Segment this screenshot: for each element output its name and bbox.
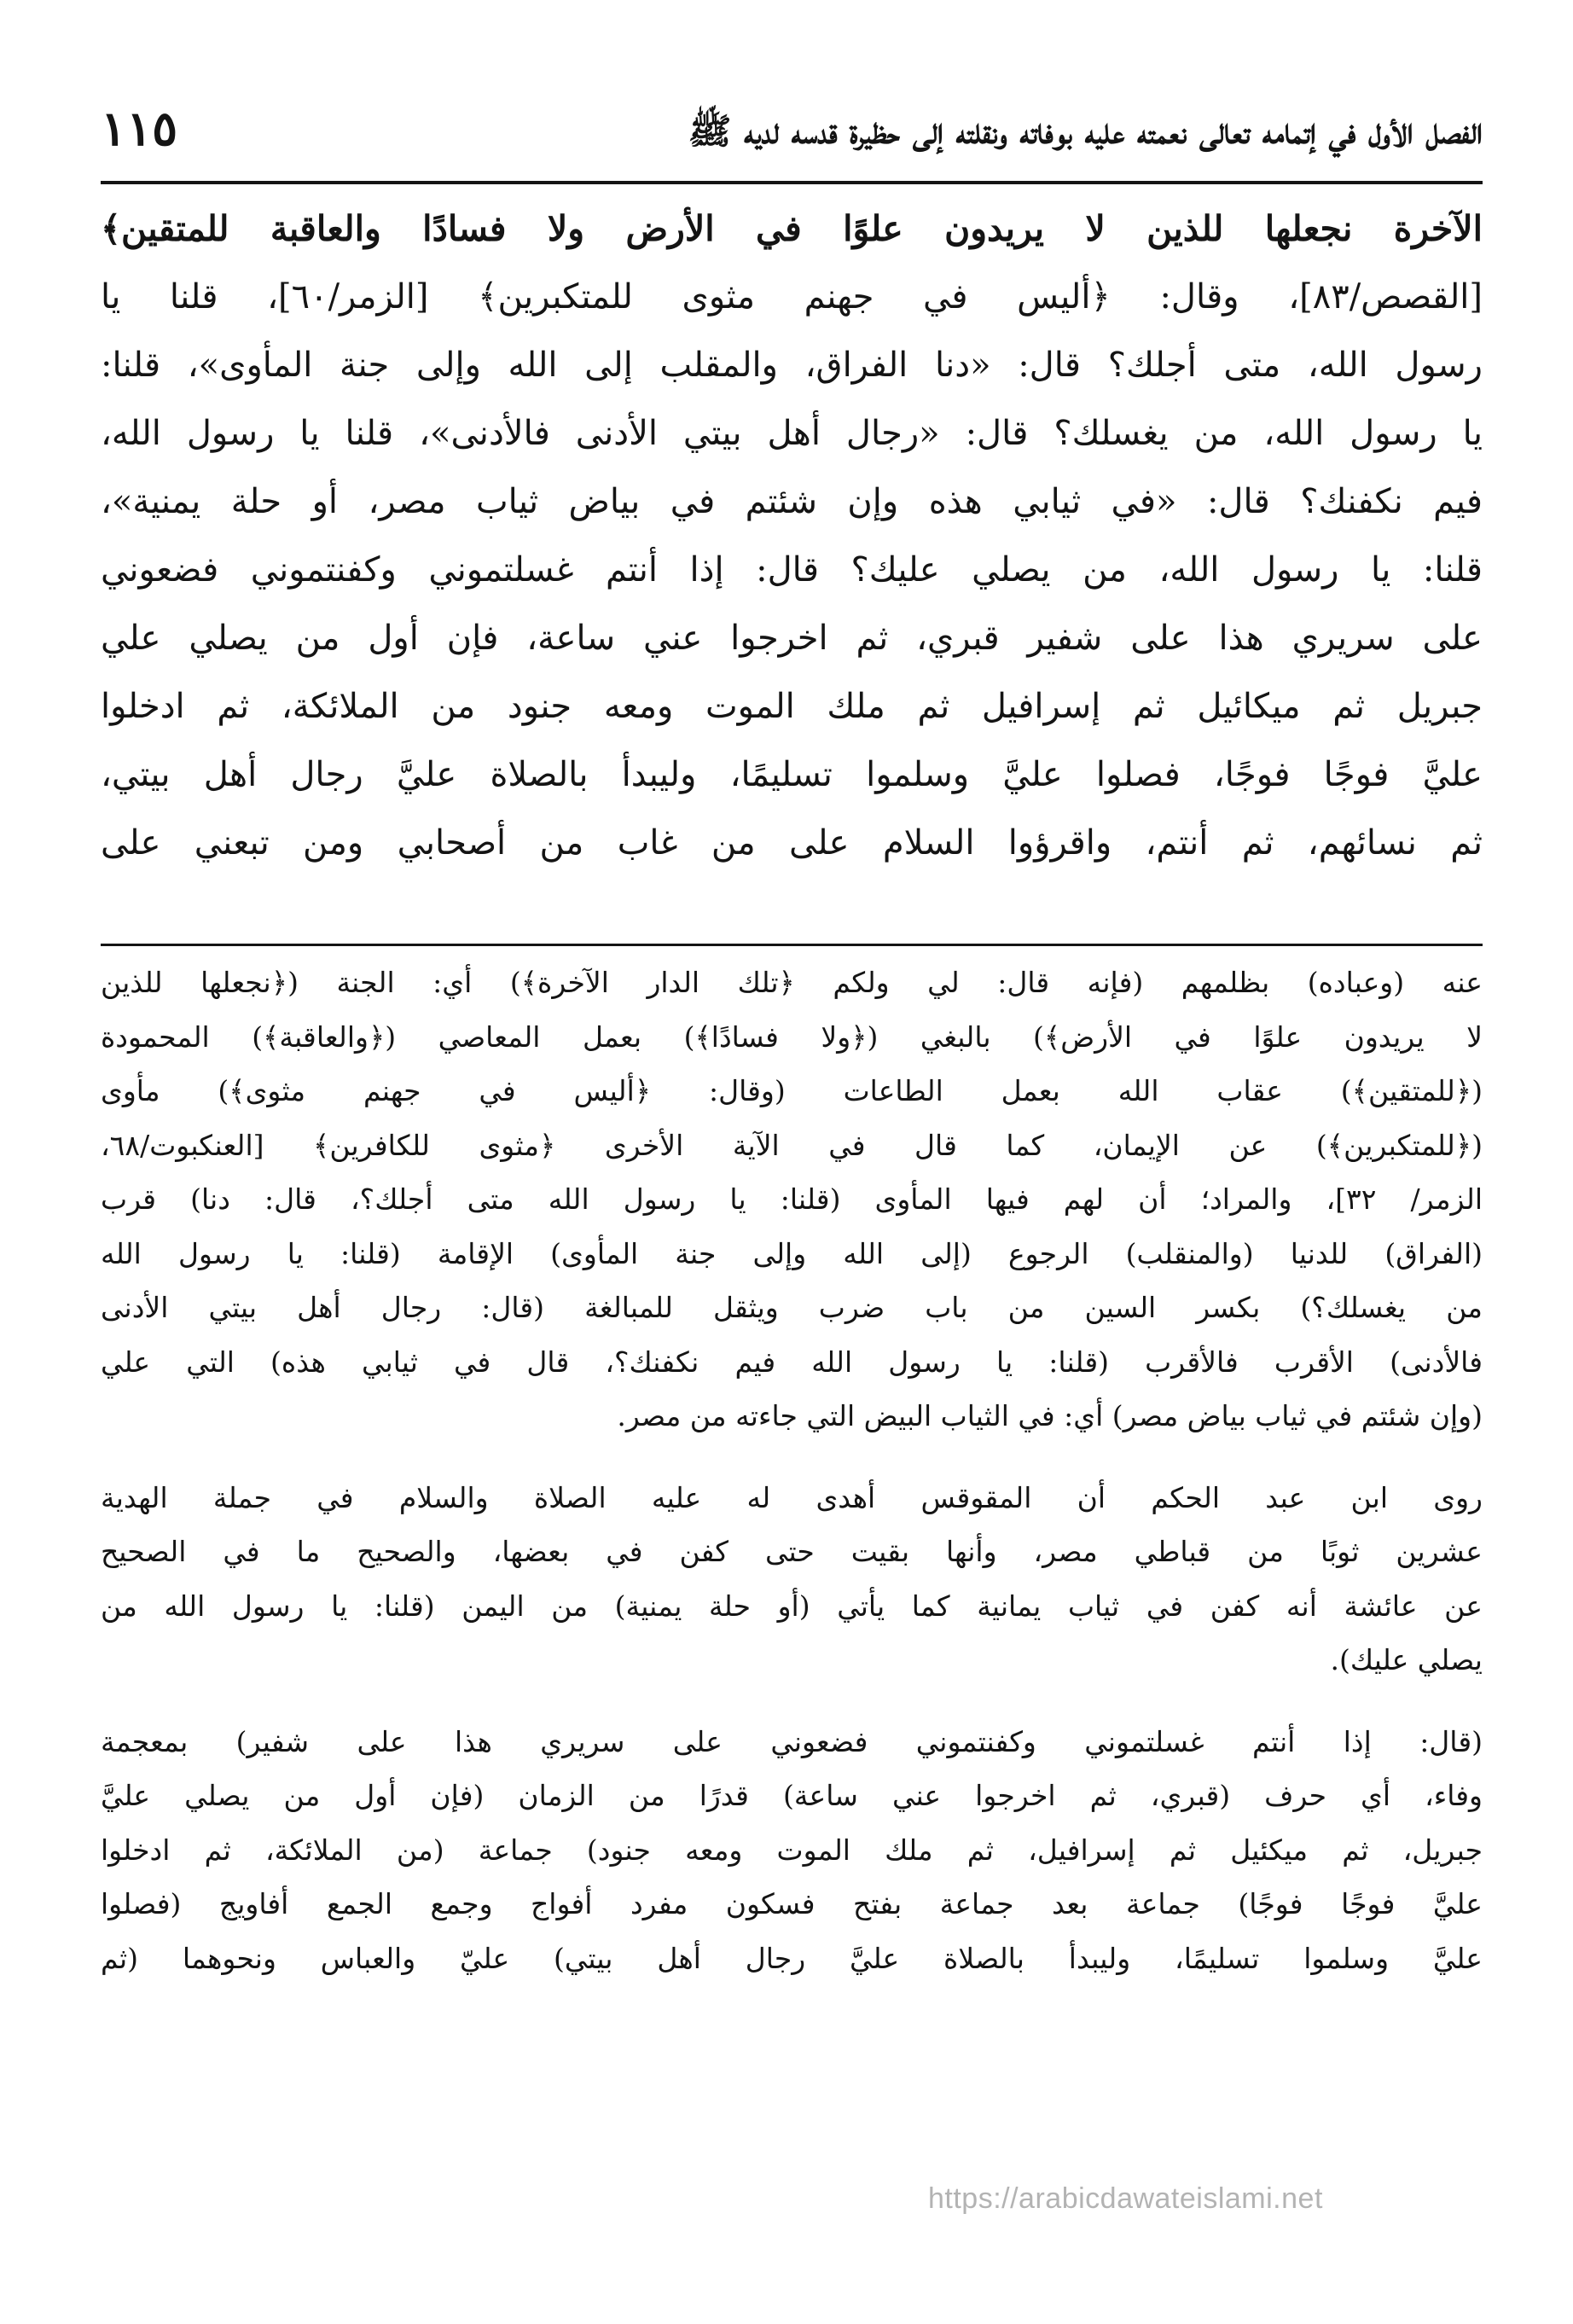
commentary-line: من يغسلك؟) بكسر السين من باب ضرب ويثقل للمبالغة (قال: رجال أهل بيتي الأدنى [101,1291,1483,1324]
main-text-line: يا رسول الله، من يغسلك؟ قال: «رجال أهل بيتي الأدنى فالأدنى»، قلنا يا رسول الله، [101,414,1483,453]
watermark-url: https://arabicdawateislami.net [928,2182,1323,2215]
chapter-title: الفصل الأول في إتمامه تعالى نعمته عليه بوفاته ونقلته إلى حظيرة قدسه لديه ﷺ [688,110,1483,152]
commentary-line: (﴿للمتكبرين﴾) عن الإيمان، كما قال في الآية الأخرى ﴿مثوى للكافرين﴾ [العنكبوت/٦٨، [101,1128,1483,1162]
main-text-line: فيم نكفنك؟ قال: «في ثيابي هذه وإن شئتم في بياض ثياب مصر، أو حلة يمنية»، [101,482,1483,521]
main-text [101,195,1483,877]
commentary-paragraph [101,1471,1483,1688]
commentary-paragraph [101,1715,1483,1986]
commentary-line: عن عائشة أنه كفن في ثياب يمانية كما يأتي (أو حلة يمنية) من اليمن (قلنا: يا رسول الله من [101,1589,1483,1623]
commentary-line: عليَّ فوجًا فوجًا) جماعة بعد جماعة بفتح فسكون مفرد أفواج وجمع الجمع أفاويج (فصلوا [101,1887,1483,1920]
commentary-line: وفاء، أي حرف (قبري، ثم اخرجوا عني ساعة) قدرًا من الزمان (فإن أول من يصلي عليَّ [101,1779,1483,1812]
main-text-line: ثم نسائهم، ثم أنتم، واقرؤوا السلام على من غاب من أصحابي ومن تبعني على [101,823,1483,863]
commentary-line: عنه (وعباده) بظلمهم (فإنه قال: لي ولكم ﴿تلك الدار الآخرة﴾) أي: الجنة (﴿نجعلها للذين [101,966,1483,999]
main-text-line: جبريل ثم ميكائيل ثم إسرافيل ثم ملك الموت ومعه جنود من الملائكة، ثم ادخلوا [101,687,1483,726]
commentary-line: لا يريدون علوًا في الأرض﴾) بالبغي (﴿ولا فسادًا﴾) بعمل المعاصي (﴿والعاقبة﴾) المحمودة [101,1020,1483,1054]
main-text-line: الآخرة نجعلها للذين لا يريدون علوًا في الأرض ولا فسادًا والعاقبة للمتقين﴾ [101,208,1483,249]
main-text-line: [القصص/٨٣]، وقال: ﴿أليس في جهنم مثوى للمتكبرين﴾ [الزمر/٦٠]، قلنا يا [101,277,1483,317]
paragraph-gap [101,1444,1483,1471]
commentary-paragraph [101,956,1483,1444]
main-text-line: رسول الله، متى أجلك؟ قال: «دنا الفراق، والمقلب إلى الله وإلى جنة المأوى»، قلنا: [101,346,1483,385]
commentary-line: (قال: إذا أنتم غسلتموني وكفنتموني فضعوني على سريري هذا على شفير) بمعجمة [101,1724,1483,1758]
commentary [101,956,1483,1985]
main-text-line: على سريري هذا على شفير قبري، ثم اخرجوا عني ساعة، فإن أول من يصلي علي [101,619,1483,658]
page-number: ١١٥ [101,101,178,157]
commentary-line: روى ابن عبد الحكم أن المقوقس أهدى له عليه الصلاة والسلام في جملة الهدية [101,1480,1483,1514]
running-header [101,101,1483,171]
main-text-line: قلنا: يا رسول الله، من يصلي عليك؟ قال: إذا أنتم غسلتموني وكفنتموني فضعوني [101,550,1483,590]
paragraph-gap [101,1688,1483,1715]
main-text-line: عليَّ فوجًا فوجًا، فصلوا عليَّ وسلموا تسليمًا، وليبدأ بالصلاة عليَّ رجال أهل بيتي، [101,755,1483,794]
commentary-line: جبريل، ثم ميكئيل ثم إسرافيل، ثم ملك الموت ومعه جنود) جماعة (من الملائكة، ثم ادخلوا [101,1833,1483,1867]
commentary-line: فالأدنى) الأقرب فالأقرب (قلنا: يا رسول الله فيم نكفنك؟، قال في ثيابي هذه) التي علي [101,1345,1483,1379]
commentary-line: عشرين ثوبًا من قباطي مصر، وأنها بقيت حتى كفن في بعضها، والصحيح ما في الصحيح [101,1535,1483,1568]
commentary-line: (﴿للمتقين﴾) عقاب الله بعمل الطاعات (وقال: ﴿أليس في جهنم مثوى﴾) مأوى [101,1074,1483,1107]
commentary-line: عليَّ وسلموا تسليمًا، وليبدأ بالصلاة عليَّ رجال أهل بيتي) عليّ والعباس ونحوهما (ثم [101,1941,1483,1975]
commentary-line: الزمر/ ٣٢]، والمراد؛ أن لهم فيها المأوى (قلنا: يا رسول الله متى أجلك؟، قال: دنا) قرب [101,1182,1483,1216]
header-rule [101,181,1483,184]
commentary-line: (الفراق) للدنيا (والمنقلب) الرجوع (إلى الله وإلى جنة المأوى) الإقامة (قلنا: يا رسول الله [101,1236,1483,1270]
commentary-line: (وإن شئتم في ثياب بياض مصر) أي: في الثياب البيض التي جاءته من مصر. [617,1399,1483,1432]
commentary-line: يصلي عليك). [1330,1643,1483,1676]
text-commentary-separator [101,944,1483,946]
